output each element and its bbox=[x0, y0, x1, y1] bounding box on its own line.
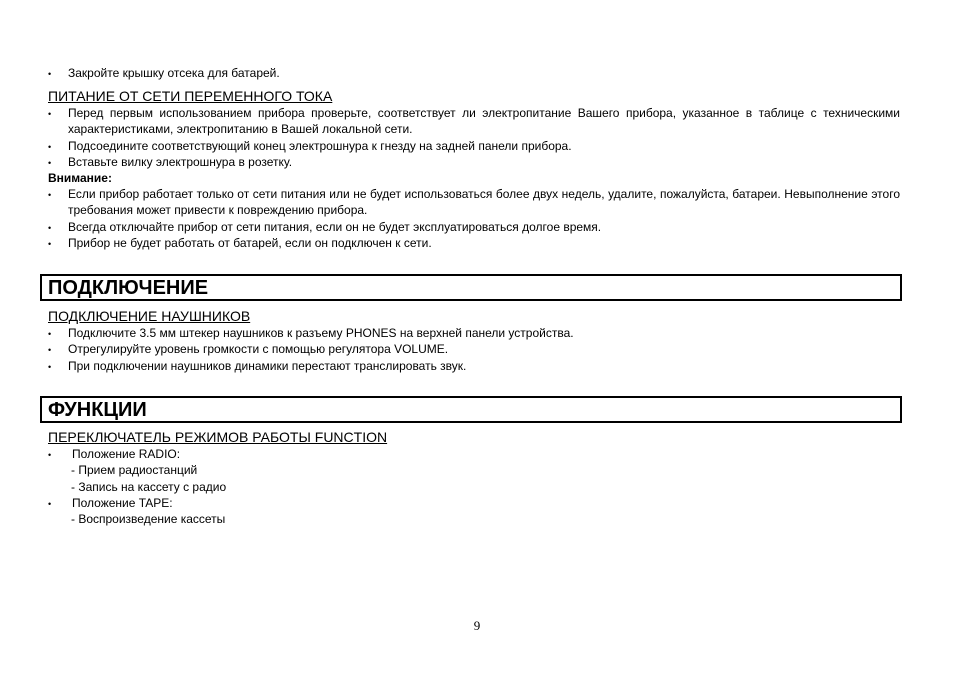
list-item: • Всегда отключайте прибор от сети питания, если он не будет эксплуатироваться долгое время. bbox=[48, 219, 900, 235]
list-item: • Закройте крышку отсека для батарей. bbox=[48, 65, 900, 81]
list-item: • Прибор не будет работать от батарей, если он подключен к сети. bbox=[48, 235, 900, 251]
list-item: • Положение TAPE: bbox=[48, 495, 900, 511]
list-item: • Перед первым использованием прибора проверьте, соответствует ли электропитание Вашего прибора, указанное в таблице с техническими характеристиками, электропитанию в Вашей локальной сети. bbox=[48, 105, 900, 138]
list-item: • Вставьте вилку электрошнура в розетку. bbox=[48, 154, 900, 170]
list-item: • Если прибор работает только от сети питания или не будет использоваться более двух недель, удалите, пожалуйста, батареи. Невыполнение этого требования может привести к повреждению прибора. bbox=[48, 186, 900, 219]
warning-label: Внимание: bbox=[48, 171, 112, 186]
power-ac-heading: ПИТАНИЕ ОТ СЕТИ ПЕРЕМЕННОГО ТОКА bbox=[48, 88, 333, 104]
list-item: • Подсоедините соответствующий конец электрошнура к гнезду на задней панели прибора. bbox=[48, 138, 900, 154]
section-title-connection: ПОДКЛЮЧЕНИЕ bbox=[40, 274, 902, 301]
page-number: 9 bbox=[473, 618, 481, 633]
list-item: • Отрегулируйте уровень громкости с помощью регулятора VOLUME. bbox=[48, 341, 900, 357]
sub-item: - Запись на кассету с радио bbox=[71, 479, 227, 494]
headphones-heading: ПОДКЛЮЧЕНИЕ НАУШНИКОВ bbox=[48, 308, 251, 324]
function-switch-heading: ПЕРЕКЛЮЧАТЕЛЬ РЕЖИМОВ РАБОТЫ FUNCTION bbox=[48, 429, 388, 445]
section-title-functions: ФУНКЦИИ bbox=[40, 396, 902, 423]
headphones-section bbox=[48, 308, 900, 374]
list-item: • При подключении наушников динамики перестают транслировать звук. bbox=[48, 358, 900, 374]
list-item: • Положение RADIO: bbox=[48, 446, 900, 462]
list-item: • Подключите 3.5 мм штекер наушников к разъему PHONES на верхней панели устройства. bbox=[48, 325, 900, 341]
battery-cover-list bbox=[48, 65, 900, 81]
sub-item: - Воспроизведение кассеты bbox=[71, 512, 226, 527]
sub-item: - Прием радиостанций bbox=[71, 463, 198, 478]
function-switch-section bbox=[48, 429, 900, 527]
power-ac-section bbox=[48, 88, 900, 251]
